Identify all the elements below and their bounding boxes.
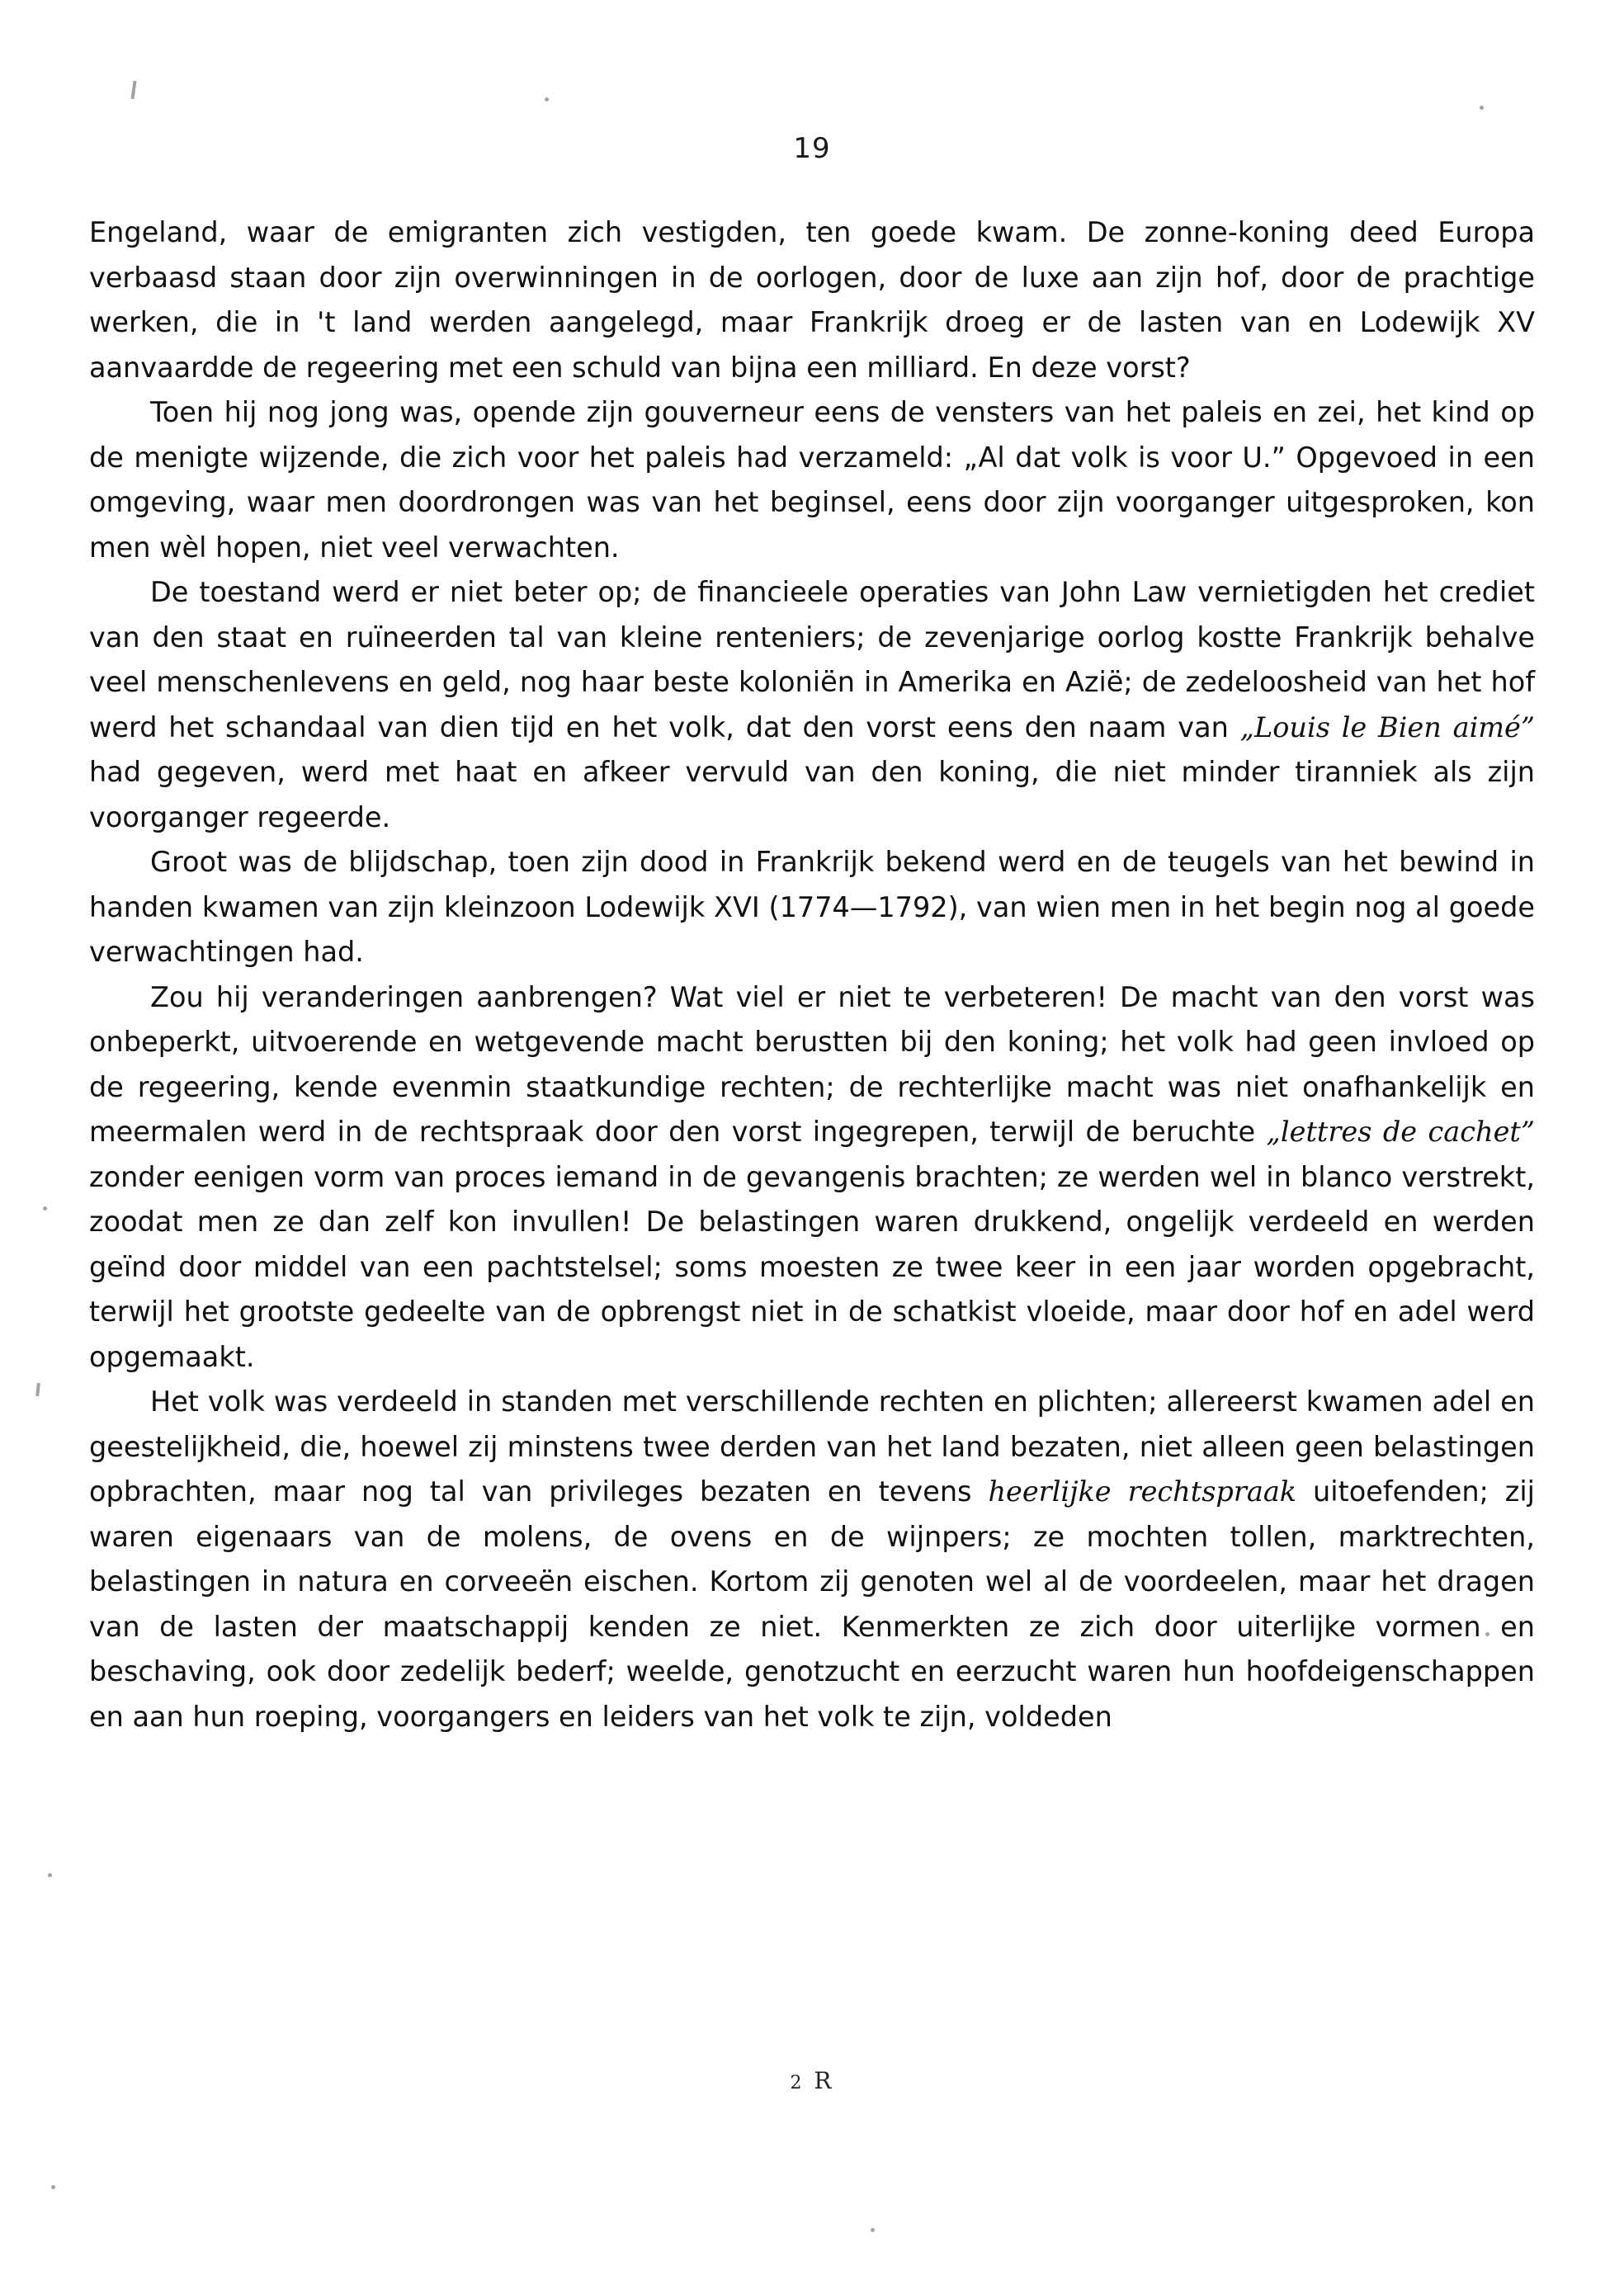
paragraph: [89, 210, 1535, 390]
scan-artifact: [545, 97, 549, 101]
text-run: Zou hij veranderingen aanbrengen? Wat viel er niet te verbeteren! De macht van den vorst was onbeperkt, uitvoerende en wetgevende macht berustten bij den koning; het volk had geen invloed op de regeering, kende evenmin staatkundige rechten; de rechterlijke macht was niet onafhankelijk en meermalen werd in de rechtspraak door den vorst ingegrepen, terwijl de beruchte: [89, 980, 1535, 1148]
text-run: Het volk was verdeeld in standen met verschillende rechten en plichten; allereerst kwamen adel en geestelijkheid, die, hoewel zij minstens twee derden van het land bezaten, niet alleen geen belastingen opbrachten, maar nog tal van privileges bezaten en tevens: [89, 1385, 1535, 1508]
paragraph: [89, 390, 1535, 570]
emphasis-text: heerlijke rechtspraak: [988, 1475, 1297, 1508]
signature-mark: [0, 2067, 1624, 2094]
text-run: Groot was de blijdschap, toen zijn dood in Frankrijk bekend werd en de teugels van het bewind in handen kwamen van zijn kleinzoon Lodewijk XVI (1774—1792), van wien men in het begin nog al goede verwachtingen had.: [89, 846, 1535, 968]
paragraph: [89, 840, 1535, 975]
paragraph: [89, 975, 1535, 1381]
page-number: 19: [793, 132, 831, 165]
text-run: uitoefenden; zij waren eigenaars van de molens, de ovens en de wijnpers; ze mochten tollen, marktrechten, belastingen in natura en corveeën eischen. Kortom zij genoten wel al de voordeelen, maar het dragen van de lasten der maatschappij kenden ze niet. Kenmerkten ze zich door uiterlijke vormen en beschaving, ook door zedelijk bederf; weelde, genotzucht en eerzucht waren hun hoofdeigenschappen en aan hun roeping, voorgangers en leiders van het volk te zijn, voldeden: [89, 1475, 1535, 1733]
text-run: zonder eenigen vorm van proces iemand in de gevangenis brachten; ze werden wel in blanco verstrekt, zoodat men ze dan zelf kon invullen! De belastingen waren drukkend, ongelijk verdeeld en werden geïnd door middel van een pachtstelsel; soms moesten ze twee keer in een jaar worden opgebracht, terwijl het grootste gedeelte van de opbrengst niet in de schatkist vloeide, maar door hof en adel werd opgemaakt.: [89, 1160, 1535, 1373]
text-run: Toen hij nog jong was, opende zijn gouverneur eens de vensters van het paleis en zei, het kind op de menigte wijzende, die zich voor het paleis had verzameld: „Al dat volk is voor U.” Opgevoed in een omgeving, waar men doordrongen was van het beginsel, eens door zijn voorganger uitgesproken, kon men wèl hopen, niet veel verwachten.: [89, 396, 1535, 564]
scan-artifact: [43, 1206, 47, 1211]
scan-artifact: [871, 2228, 875, 2232]
text-run: Engeland, waar de emigranten zich vestigden, ten goede kwam. De zonne-koning deed Europa verbaasd staan door zijn overwinningen in de oorlogen, door de luxe aan zijn hof, door de prachtige werken, die in 't land werden aangelegd, maar Frankrijk droeg er de lasten van en Lodewijk XV aanvaardde de regeering met een schuld van bijna een milliard. En deze vorst?: [89, 216, 1535, 384]
body-text: [89, 210, 1535, 1739]
emphasis-text: „Louis le Bien aimé”: [1239, 710, 1535, 743]
scan-artifact: [48, 1873, 52, 1877]
text-run: had gegeven, werd met haat en afkeer vervuld van den koning, die niet minder tiranniek als zijn voorganger regeerde.: [89, 756, 1535, 833]
paragraph: [89, 1380, 1535, 1739]
scan-artifact: [35, 1383, 40, 1396]
signature-number: 2: [790, 2073, 805, 2093]
scan-artifact: [1480, 106, 1484, 110]
signature-letter: R: [814, 2067, 834, 2094]
scan-artifact: [130, 81, 136, 99]
text-run: De toestand werd er niet beter op; de financieele operaties van John Law vernietigden het crediet van den staat en ruïneerden tal van kleine renteniers; de zevenjarige oorlog kostte Frankrijk behalve veel menschenlevens en geld, nog haar beste koloniën in Amerika en Azië; de zedeloosheid van het hof werd het schandaal van dien tijd en het volk, dat den vorst eens den naam van: [89, 576, 1535, 743]
paragraph: [89, 570, 1535, 840]
emphasis-text: „lettres de cachet”: [1266, 1116, 1535, 1148]
scan-artifact: [51, 2185, 55, 2189]
